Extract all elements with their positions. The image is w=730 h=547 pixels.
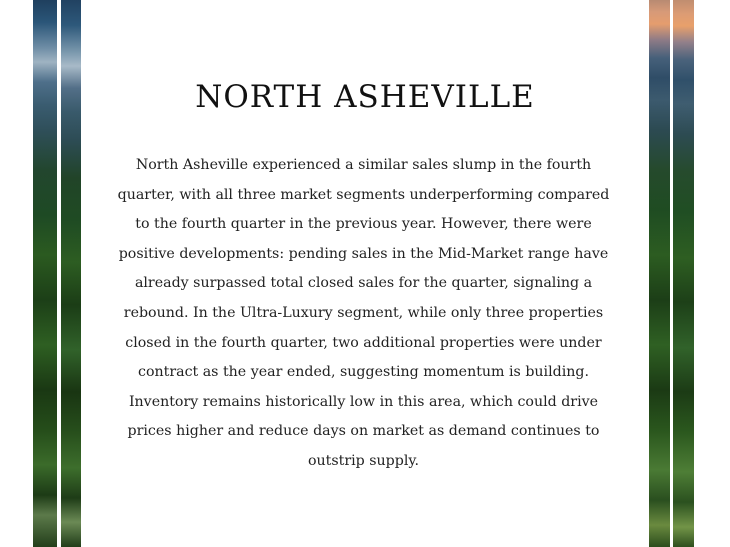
- page-title: NORTH ASHEVILLE: [195, 79, 535, 115]
- body-paragraph: North Asheville experienced a similar sales slump in the fourth quarter, with all three market segments underperforming compared to the fourth quarter in the previous year. However, there were positive developments: pending sales in the Mid-Market range have already surpassed total closed sales for the quarter, signaling a rebound. In the Ultra-Luxury segment, while only three properties closed in the fourth quarter, two additional properties were under contract as the year ended, suggesting momentum is building. Inventory remains historically low in this area, which could drive prices higher and reduce days on market as demand continues to outstrip supply.: [117, 157, 610, 469]
